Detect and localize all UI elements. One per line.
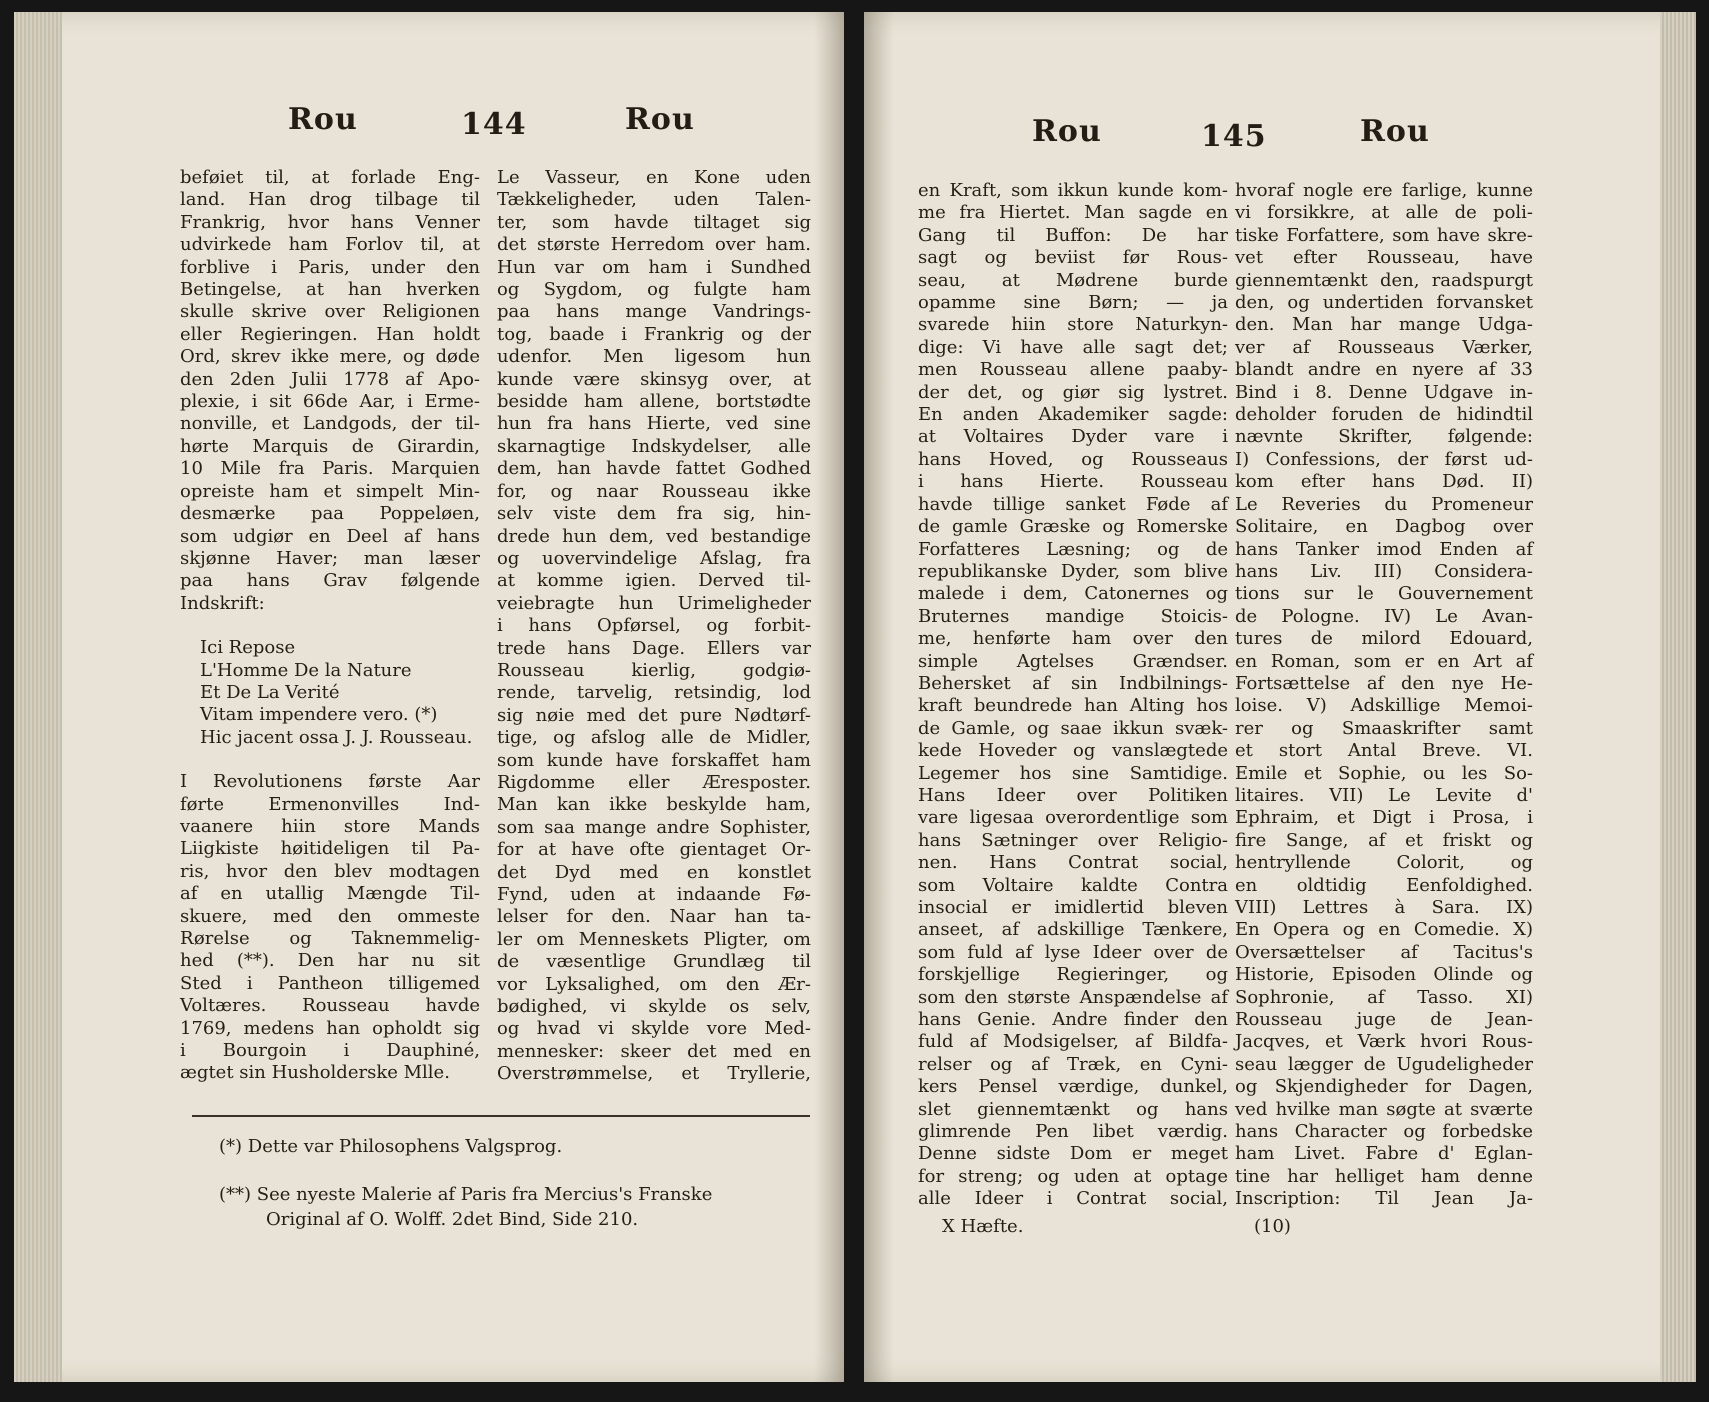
text-line: Gang til Buffon: De har [918,224,1228,246]
text-line: Solitaire, en Dagbog over [1235,516,1533,538]
text-line: skjønne Haver; man læser [180,547,480,569]
text-line: Fynd, uden at indaande Fø- [497,884,811,905]
text-line: og Sygdom, og fulgte ham [497,279,811,301]
text-line: i hans Hierte. Rousseau [918,471,1228,493]
text-line: de gamle Græske og Romerske [918,516,1228,538]
text-line: tiske Forfattere, som have skre- [1235,224,1533,246]
running-head-left: Rou [1032,114,1102,149]
text-line: eller Regieringen. Han holdt [180,323,480,345]
text-line: Rousseau kierlig, godgiø- [497,659,811,681]
text-line: Overstrømmelse, et Tryllerie, [497,1063,811,1085]
text-line: Sted i Pantheon tilligemed [180,972,480,994]
text-column-1 [180,167,480,1085]
footnote-2-line-1: (**) See nyeste Malerie af Paris fra Mercius's Franske [219,1184,713,1205]
text-line: at Voltaires Dyder vare i [918,426,1228,448]
text-line: en Roman, som er en Art af [1235,650,1533,672]
text-line: I) Confessions, der først ud- [1235,448,1533,470]
text-line: vet efter Rousseau, have [1235,247,1533,269]
text-line: Legemer hos sine Samtidige. [918,762,1228,784]
text-line: land. Han drog tilbage til [180,189,480,211]
text-line: republikanske Dyder, som blive [918,560,1228,582]
text-line: for at have ofte gientaget Or- [497,839,811,861]
text-line: me fra Hiertet. Man sagde en [918,202,1228,224]
text-line: hans Tanker imod Enden af [1235,538,1533,560]
text-line: Voltæres. Rousseau havde [180,995,480,1017]
text-line: Ephraim, et Digt i Prosa, i [1235,807,1533,829]
text-line: VIII) Lettres à Sara. IX) [1235,897,1533,918]
text-line: der det, og giør sig lystret. [918,381,1228,403]
text-line: Ord, skrev ikke mere, og døde [180,346,480,368]
text-line: relser og af Træk, en Cyni- [918,1053,1228,1075]
page-edge-stack [1660,12,1696,1382]
text-line: ler om Menneskets Pligter, om [497,928,811,950]
text-column-2 [497,167,811,1086]
left-page [14,12,844,1382]
text-line: forblive i Paris, under den [180,256,480,278]
text-line: det største Herredom over ham. [497,234,811,256]
text-line: fire Sange, af et friskt og [1235,829,1533,851]
text-line: Rousseau juge de Jean- [1235,1009,1533,1031]
text-line: Liigkiste høitideligen til Pa- [180,838,480,860]
page-number: 145 [1201,119,1267,154]
text-line: hørte Marquis de Girardin, [180,435,480,457]
text-line: dige: Vi have alle sagt det; [918,336,1228,358]
text-line: alle Ideer i Contrat social, [918,1188,1228,1210]
text-line: Forfatteres Læsning; og de [918,538,1228,560]
text-line: rer og Smaaskrifter samt [1235,717,1533,739]
text-line: men Rousseau allene paaby- [918,359,1228,381]
text-line: insocial er imidlertid bleven [918,897,1228,918]
text-line: tions sur le Gouvernement [1235,583,1533,605]
text-line: nen. Hans Contrat social, [918,852,1228,874]
text-line: slet giennemtænkt og hans [918,1098,1228,1120]
text-line: som kunde have forskaffet ham [497,749,811,771]
text-line: kraft beundrede han Alting hos [918,695,1228,717]
text-line: fuld af Modsigelser, af Bildfa- [918,1031,1228,1053]
text-line: rende, tarvelig, retsindig, lod [497,682,811,704]
text-line: det Dyd med en konstlet [497,861,811,883]
text-line: kom efter hans Død. II) [1235,471,1533,493]
text-line: og hvad vi skylde vore Med- [497,1018,811,1040]
text-line: giennemtænkt den, raadspurgt [1235,269,1533,291]
text-line: de Gamle, og saae ikkun svæk- [918,717,1228,739]
book-gutter-shadow [864,12,894,1382]
text-line: hans Hoved, og Rousseaus [918,448,1228,470]
text-line: havde tillige sanket Føde af [918,493,1228,515]
text-line: kunde være skinsyg over, at [497,368,811,390]
text-line: beføiet til, at forlade Eng- [180,167,480,188]
paragraph-gap [180,615,480,637]
text-line: for, og naar Rousseau ikke [497,480,811,502]
text-line: Fortsættelse af den nye He- [1235,672,1533,694]
text-line: me, henførte ham over den [918,628,1228,650]
text-line: af en utallig Mængde Til- [180,883,480,905]
text-line: som udgiør en Deel af hans [180,525,480,547]
text-line: hans Genie. Andre finder den [918,1009,1228,1031]
text-line: hentryllende Colorit, og [1235,852,1533,874]
text-line: sig nøie med det pure Nødtørf- [497,704,811,726]
footnote-1: (*) Dette var Philosophens Valgsprog. [219,1136,563,1157]
text-line: Inscription: Til Jean Ja- [1235,1188,1533,1210]
text-line: Indskrift: [180,592,265,614]
text-line: drede hun dem, ved bestandige [497,525,811,547]
text-line: ham Livet. Fabre d' Eglan- [1235,1143,1533,1165]
text-line: ris, hvor den blev modtagen [180,860,480,882]
text-line: loise. V) Adskillige Memoi- [1235,695,1533,717]
text-line: ver af Rousseaus Værker, [1235,336,1533,358]
text-line: seau lægger de Ugudeligheder [1235,1053,1533,1075]
text-line: hun fra hans Hierte, ved sine [497,413,811,435]
text-line: i Bourgoin i Dauphiné, [180,1040,480,1062]
inscription-line: Ici Repose [200,637,296,659]
text-line: deholder foruden de hidindtil [1235,404,1533,426]
text-line: hans Sætninger over Religio- [918,829,1228,851]
text-line: kede Hoveder og vanslægtede [918,740,1228,762]
text-line: tures de milord Edouard, [1235,628,1533,650]
text-line: En Opera og en Comedie. X) [1235,919,1533,941]
text-line: paa hans mange Vandrings- [497,301,811,323]
text-line: seau, at Mødrene burde [918,269,1228,291]
text-line: et stort Antal Breve. VI. [1235,740,1533,762]
paragraph-gap [180,749,480,771]
text-line: simple Agtelses Grændser. [918,650,1228,672]
text-line: førte Ermenonvilles Ind- [180,793,480,815]
text-line: den 2den Julii 1778 af Apo- [180,368,480,390]
text-line: Tækkeligheder, uden Talen- [497,189,811,211]
text-line: opreiste ham et simpelt Min- [180,480,480,502]
text-line: en oldtidig Eenfoldighed. [1235,874,1533,896]
page-number: 144 [461,107,527,142]
running-head-left: Rou [288,102,358,137]
text-line: Le Reveries du Promeneur [1235,493,1533,515]
text-line: som saa mange andre Sophister, [497,816,811,838]
text-line: 1769, medens han opholdt sig [180,1017,480,1039]
text-line: Hans Ideer over Politiken [918,784,1228,806]
book-gutter-shadow [814,12,844,1382]
text-line: vor Lyksalighed, om den Ær- [497,973,811,995]
text-line: tige, og afslog alle de Midler, [497,727,811,749]
catchword: (10) [1254,1216,1291,1237]
inscription-line: L'Homme De la Nature [200,659,412,681]
text-line: ter, som havde tiltaget sig [497,211,811,233]
running-head-right: Rou [625,102,695,137]
text-line: plexie, i sit 66de Aar, i Erme- [180,391,480,413]
text-line: ægtet sin Husholderske Mlle. [180,1062,450,1084]
text-column-1 [918,180,1228,1211]
text-line: som den største Anspændelse af [918,986,1228,1008]
text-line: bødighed, vi skylde os selv, [497,996,811,1018]
text-line: blandt andre en nyere af 33 [1235,359,1533,381]
footnote-2-line-2: Original af O. Wolff. 2det Bind, Side 210. [266,1209,639,1230]
text-line: vare ligesaa overordentlige som [918,807,1228,829]
text-line: som Voltaire kaldte Contra [918,874,1228,896]
text-line: vaanere hiin store Mands [180,815,480,837]
text-line: den. Man har mange Udga- [1235,314,1533,336]
text-line: for streng; og uden at optage [918,1165,1228,1187]
text-line: anseet, af adskillige Tænkere, [918,919,1228,941]
text-line: som fuld af lyse Ideer over de [918,941,1228,963]
text-line: Behersket af sin Indbilnings- [918,672,1228,694]
text-line: Sophronie, af Tasso. XI) [1235,986,1533,1008]
running-head-right: Rou [1360,114,1430,149]
text-line: de væsentlige Grundlæg til [497,951,811,973]
text-line: veiebragte hun Urimeligheder [497,592,811,614]
text-line: mennesker: skeer det med en [497,1040,811,1062]
text-line: nævnte Skrifter, følgende: [1235,426,1533,448]
text-line: Le Vasseur, en Kone uden [497,167,811,188]
text-line: opamme sine Børn; — ja [918,292,1228,314]
text-line: malede i dem, Catonernes og [918,583,1228,605]
text-line: besidde ham allene, bortstødte [497,391,811,413]
text-line: paa hans Grav følgende [180,570,480,592]
text-line: selv viste dem fra sig, hin- [497,503,811,525]
text-line: Bruternes mandige Stoicis- [918,605,1228,627]
text-line: og uovervindelige Afslag, fra [497,547,811,569]
text-line: hans Liv. III) Considera- [1235,560,1533,582]
text-line: ved hvilke man søgte at sværte [1235,1098,1533,1120]
text-line: Bind i 8. Denne Udgave in- [1235,381,1533,403]
text-line: sagt og beviist før Rous- [918,247,1228,269]
text-line: hans Character og forbedske [1235,1121,1533,1143]
text-line: udenfor. Men ligesom hun [497,346,811,368]
signature-mark: X Hæfte. [942,1216,1024,1237]
text-line: udvirkede ham Forlov til, at [180,234,480,256]
inscription-line: Vitam impendere vero. (*) [200,704,438,726]
text-line: de Pologne. IV) Le Avan- [1235,605,1533,627]
text-line: i hans Opførsel, og forbit- [497,615,811,637]
inscription-line: Et De La Verité [200,681,340,703]
text-line: Rigdomme eller Æresposter. [497,771,811,793]
text-line: hed (**). Den har nu sit [180,950,480,972]
text-line: lelser for den. Naar han ta- [497,906,811,928]
text-line: 10 Mile fra Paris. Marquien [180,458,480,480]
page-edge-stack [14,12,62,1382]
text-line: En anden Akademiker sagde: [918,404,1228,426]
text-column-2 [1235,180,1533,1211]
text-line: I Revolutionens første Aar [180,771,480,793]
right-page [864,12,1696,1382]
text-line: kers Pensel værdige, dunkel, [918,1076,1228,1098]
text-line: hvoraf nogle ere farlige, kunne [1235,180,1533,201]
text-line: Oversættelser af Tacitus's [1235,941,1533,963]
text-line: Denne sidste Dom er meget [918,1143,1228,1165]
text-line: glimrende Pen libet værdig. [918,1121,1228,1143]
text-line: Historie, Episoden Olinde og [1235,964,1533,986]
text-line: og Skjendigheder for Dagen, [1235,1076,1533,1098]
text-line: desmærke paa Poppeløen, [180,503,480,525]
text-line: at komme igien. Derved til- [497,570,811,592]
text-line: den, og undertiden forvansket [1235,292,1533,314]
text-line: nonville, et Landgods, der til- [180,413,480,435]
text-line: svarede hiin store Naturkyn- [918,314,1228,336]
footnote-rule [192,1115,810,1117]
text-line: trede hans Dage. Ellers var [497,637,811,659]
text-line: Frankrig, hvor hans Venner [180,211,480,233]
inscription-line: Hic jacent ossa J. J. Rousseau. [200,726,473,748]
text-line: dem, han havde fattet Godhed [497,458,811,480]
text-line: tog, baade i Frankrig og der [497,323,811,345]
text-line: skarnagtige Indskydelser, alle [497,435,811,457]
text-line: skuere, med den ommeste [180,905,480,927]
text-line: vi forsikkre, at alle de poli- [1235,202,1533,224]
text-line: tine har helliget ham denne [1235,1165,1533,1187]
text-line: Man kan ikke beskylde ham, [497,794,811,816]
text-line: skulle skrive over Religionen [180,301,480,323]
text-line: Emile et Sophie, ou les So- [1235,762,1533,784]
text-line: forskjellige Regieringer, og [918,964,1228,986]
text-line: Hun var om ham i Sundhed [497,256,811,278]
text-line: Betingelse, at han hverken [180,279,480,301]
text-line: Jacqves, et Værk hvori Rous- [1235,1031,1533,1053]
text-line: litaires. VII) Le Levite d' [1235,784,1533,806]
text-line: en Kraft, som ikkun kunde kom- [918,180,1228,201]
text-line: Rørelse og Taknemmelig- [180,928,480,949]
